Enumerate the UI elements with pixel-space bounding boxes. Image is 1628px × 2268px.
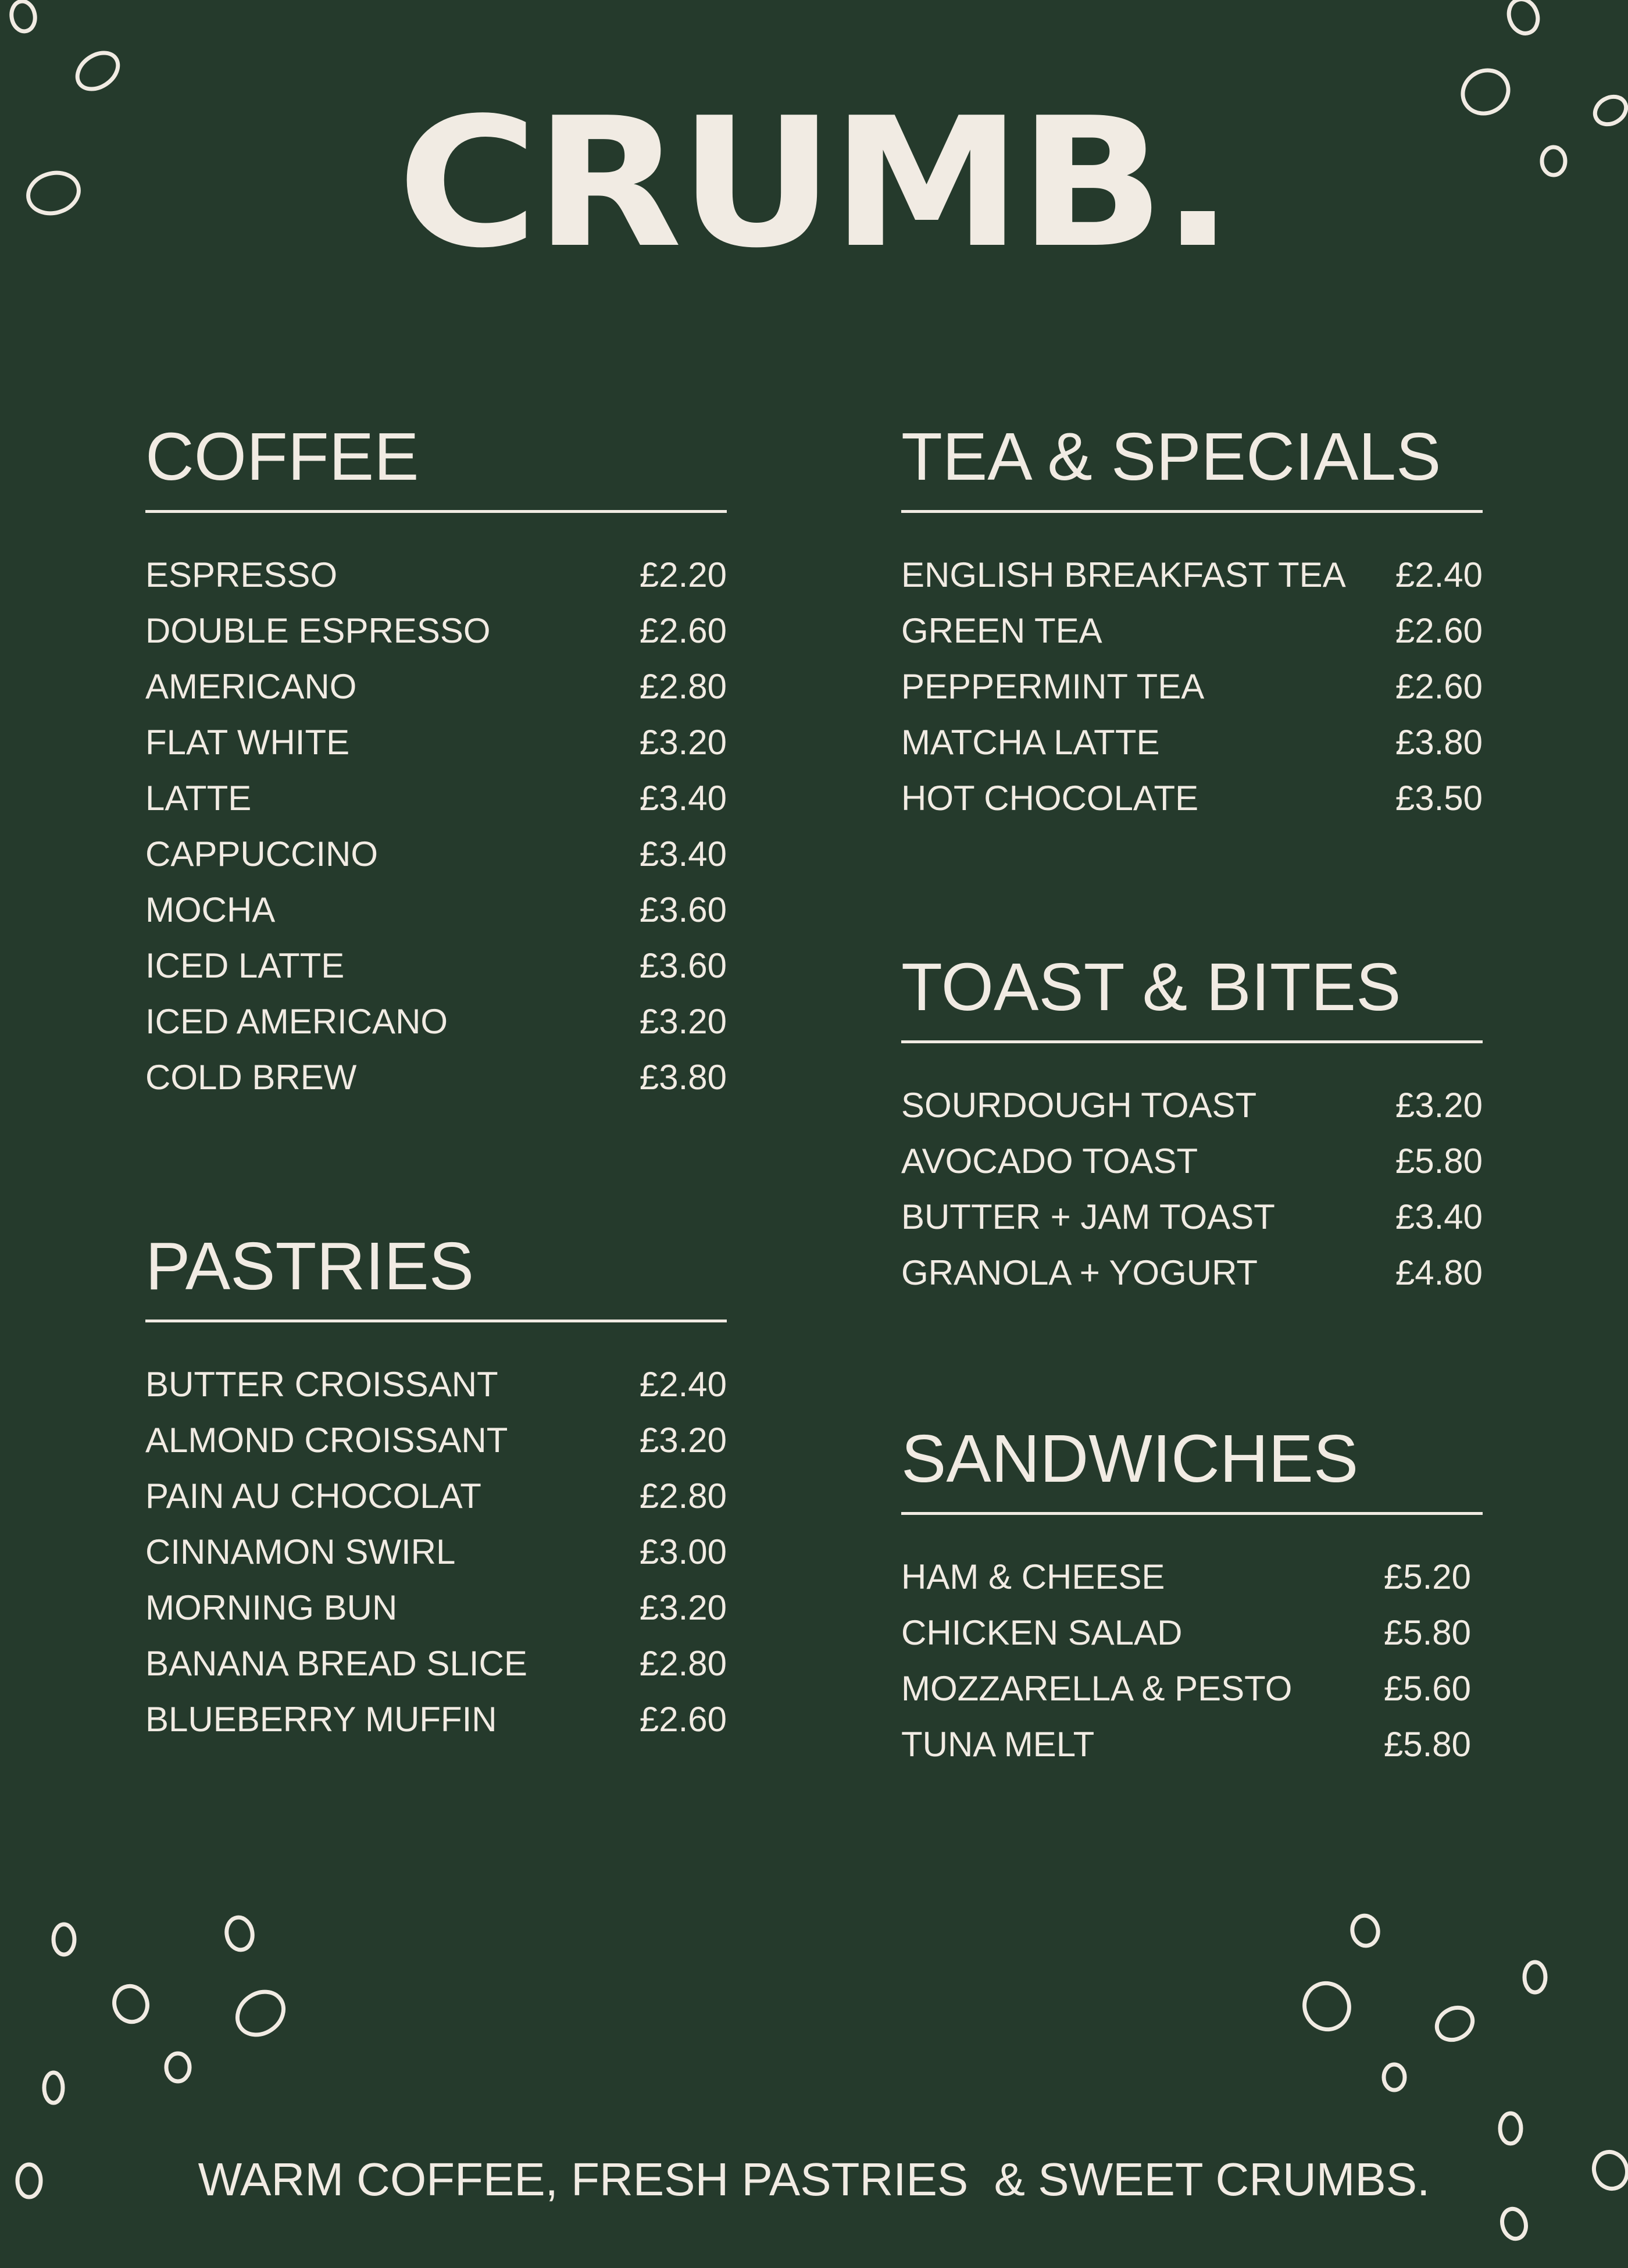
menu-item	[901, 1549, 1483, 1604]
menu-item-name: CHICKEN SALAD	[901, 1613, 1183, 1652]
menu-item-price: £3.40	[639, 778, 727, 818]
menu-item-name: TUNA MELT	[901, 1724, 1095, 1764]
menu-item	[901, 1133, 1483, 1189]
section-divider	[145, 1320, 727, 1322]
menu-item-price: £5.20	[1383, 1557, 1471, 1596]
menu-item-name: AMERICANO	[145, 666, 357, 706]
menu-item-name: BANANA BREAD SLICE	[145, 1643, 527, 1683]
toast-list	[901, 1077, 1483, 1300]
menu-item-price: £3.60	[639, 890, 727, 929]
menu-item-price: £2.40	[1395, 555, 1483, 594]
menu-item-price: £2.60	[1395, 666, 1483, 706]
menu-item-name: ALMOND CROISSANT	[145, 1420, 508, 1460]
menu-item	[145, 993, 727, 1049]
menu-item-price: £3.40	[639, 834, 727, 873]
section-divider	[901, 1040, 1483, 1043]
crumb-outline-icon	[1525, 1962, 1545, 1992]
section-title-coffee: COFFEE	[145, 419, 419, 494]
menu-item	[145, 1412, 727, 1468]
menu-item	[145, 826, 727, 882]
menu-item-price: £5.80	[1383, 1724, 1471, 1764]
menu-item-name: DOUBLE ESPRESSO	[145, 611, 491, 650]
menu-item-name: MATCHA LATTE	[901, 722, 1160, 762]
tea-list	[901, 547, 1483, 826]
menu-item	[901, 1660, 1483, 1716]
menu-item-name: PAIN AU CHOCOLAT	[145, 1476, 481, 1515]
menu-item-price: £2.20	[639, 555, 727, 594]
menu-item-name: CAPPUCCINO	[145, 834, 379, 873]
menu-item-name: ICED LATTE	[145, 946, 345, 985]
menu-item-price: £3.20	[1395, 1085, 1483, 1125]
menu-item	[145, 1524, 727, 1579]
menu-item-price: £3.20	[639, 1001, 727, 1041]
menu-item-name: BUTTER CROISSANT	[145, 1364, 498, 1404]
crumb-outline-icon	[1350, 1914, 1380, 1948]
menu-item	[901, 714, 1483, 770]
menu-item-name: FLAT WHITE	[145, 722, 350, 762]
menu-item-name: MOZZARELLA & PESTO	[901, 1668, 1293, 1708]
sandwiches-section	[901, 1415, 1483, 1772]
menu-item	[901, 1189, 1483, 1244]
menu-item-name: GREEN TEA	[901, 611, 1102, 650]
menu-item	[145, 1356, 727, 1412]
menu-item-price: £2.80	[639, 1643, 727, 1683]
menu-item-name: COLD BREW	[145, 1057, 357, 1097]
crumb-outline-icon	[53, 1924, 74, 1955]
section-divider	[901, 1512, 1483, 1515]
pastries-section	[145, 1222, 727, 1747]
menu-item	[145, 1579, 727, 1635]
menu-item-price: £2.80	[639, 666, 727, 706]
menu-item-price: £2.60	[639, 611, 727, 650]
menu-item-name: BLUEBERRY MUFFIN	[145, 1699, 497, 1739]
menu-item	[145, 882, 727, 937]
section-title-toast: TOAST & BITES	[901, 949, 1401, 1025]
menu-item-name: MORNING BUN	[145, 1588, 398, 1627]
crumb-outline-icon	[9, 0, 37, 33]
tagline: WARM COFFEE, FRESH PASTRIES & SWEET CRUMBS.	[198, 2153, 1430, 2205]
menu-item-price: £3.60	[639, 946, 727, 985]
menu-item-name: PEPPERMINT TEA	[901, 666, 1205, 706]
menu-item-name: ESPRESSO	[145, 555, 338, 594]
menu-item-name: ICED AMERICANO	[145, 1001, 448, 1041]
section-divider	[901, 510, 1483, 513]
menu-item-name: GRANOLA + YOGURT	[901, 1253, 1258, 1292]
tea-section	[901, 413, 1483, 826]
crumb-outline-icon	[229, 1983, 292, 2044]
menu-item	[145, 1049, 727, 1105]
menu-item-name: ENGLISH BREAKFAST TEA	[901, 555, 1346, 594]
sandwiches-list	[901, 1549, 1483, 1772]
menu-item-name: AVOCADO TOAST	[901, 1141, 1198, 1181]
section-title-tea: TEA & SPECIALS	[901, 419, 1441, 494]
menu-item-name: SOURDOUGH TOAST	[901, 1085, 1257, 1125]
menu-item	[145, 1468, 727, 1524]
menu-item-price: £2.80	[639, 1476, 727, 1515]
coffee-section	[145, 413, 727, 1105]
menu-item	[145, 602, 727, 658]
menu-item	[901, 658, 1483, 714]
crumb-outline-icon	[70, 45, 124, 97]
section-title-pastries: PASTRIES	[145, 1228, 474, 1304]
menu-item-price: £3.00	[639, 1532, 727, 1571]
menu-item	[145, 1635, 727, 1691]
coffee-list	[145, 547, 727, 1105]
brand-logo: CRUMB.	[397, 79, 1231, 287]
menu-item-price: £3.80	[639, 1057, 727, 1097]
crumb-outline-icon	[1500, 2113, 1521, 2144]
crumb-outline-icon	[1499, 2206, 1529, 2242]
menu-item-price: £5.60	[1383, 1668, 1471, 1708]
menu-item-price: £3.40	[1395, 1197, 1483, 1236]
crumb-outline-icon	[44, 2073, 63, 2103]
menu-item-name: HOT CHOCOLATE	[901, 778, 1199, 818]
menu-item	[901, 1716, 1483, 1772]
menu-item-price: £3.20	[639, 1588, 727, 1627]
menu-item	[145, 1691, 727, 1747]
menu-item-price: £5.80	[1383, 1613, 1471, 1652]
menu-item-price: £3.20	[639, 722, 727, 762]
menu-item-price: £3.50	[1395, 778, 1483, 818]
crumb-outline-icon	[1431, 2001, 1478, 2046]
crumb-outline-icon	[224, 1916, 255, 1952]
crumb-outline-icon	[1297, 1976, 1357, 2037]
toast-section	[901, 943, 1483, 1300]
menu-item	[145, 658, 727, 714]
menu-item-price: £2.40	[639, 1364, 727, 1404]
menu-item	[145, 547, 727, 602]
crumb-outline-icon	[166, 2053, 190, 2081]
crumb-outline-icon	[1504, 0, 1543, 37]
crumb-outline-icon	[1384, 2064, 1405, 2090]
menu-item	[901, 1077, 1483, 1133]
menu-item-price: £2.60	[1395, 611, 1483, 650]
menu-item	[145, 714, 727, 770]
section-divider	[145, 510, 727, 513]
menu-item-price: £3.80	[1395, 722, 1483, 762]
menu-item	[145, 937, 727, 993]
menu-item-name: CINNAMON SWIRL	[145, 1532, 456, 1571]
menu-item-price: £3.20	[639, 1420, 727, 1460]
menu-item-name: BUTTER + JAM TOAST	[901, 1197, 1275, 1236]
menu-item-price: £4.80	[1395, 1253, 1483, 1292]
menu-item	[145, 770, 727, 826]
menu-item-price: £2.60	[639, 1699, 727, 1739]
menu-item-name: HAM & CHEESE	[901, 1557, 1165, 1596]
menu-item-price: £5.80	[1395, 1141, 1483, 1181]
section-title-sandwiches: SANDWICHES	[901, 1421, 1359, 1496]
menu-item	[901, 1244, 1483, 1300]
menu-item	[901, 1604, 1483, 1660]
menu-item-name: MOCHA	[145, 890, 276, 929]
pastries-list	[145, 1356, 727, 1747]
crumb-outline-icon	[109, 1981, 152, 2026]
menu-item	[901, 770, 1483, 826]
menu-item	[901, 547, 1483, 602]
menu-item-name: LATTE	[145, 778, 252, 818]
menu-item	[901, 602, 1483, 658]
